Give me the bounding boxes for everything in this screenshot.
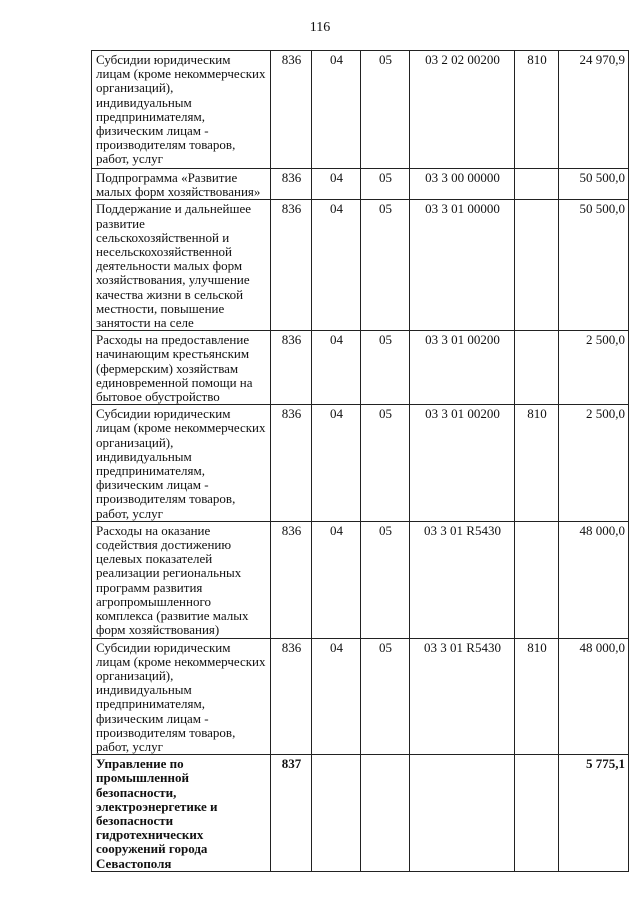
cell-section: 04 [312, 521, 361, 638]
cell-expense-type: 810 [515, 51, 559, 169]
cell-department-code: 836 [271, 638, 312, 755]
cell-subsection [361, 755, 410, 872]
cell-target-article: 03 3 01 00200 [410, 405, 515, 522]
cell-target-article: 03 3 01 R5430 [410, 638, 515, 755]
cell-department-code: 836 [271, 405, 312, 522]
table-row [92, 638, 629, 755]
cell-expense-type: 810 [515, 638, 559, 755]
table-row [92, 169, 629, 200]
cell-target-article [410, 755, 515, 872]
cell-name: Субсидии юридическим лицам (кроме некоммерческих организаций), индивидуальным предпринимателям, физическим лицам - производителям товаров, работ, услуг [92, 405, 271, 522]
budget-table-body [92, 51, 629, 872]
cell-target-article: 03 3 00 00000 [410, 169, 515, 200]
cell-subsection: 05 [361, 521, 410, 638]
cell-target-article: 03 3 01 00000 [410, 200, 515, 331]
table-row [92, 755, 629, 872]
cell-amount: 24 970,9 [559, 51, 629, 169]
cell-expense-type [515, 169, 559, 200]
cell-subsection: 05 [361, 169, 410, 200]
budget-table [91, 50, 629, 872]
cell-name: Субсидии юридическим лицам (кроме некоммерческих организаций), индивидуальным предпринимателям, физическим лицам - производителям товаров, работ, услуг [92, 638, 271, 755]
cell-section: 04 [312, 169, 361, 200]
cell-expense-type [515, 755, 559, 872]
table-row [92, 331, 629, 405]
cell-name: Подпрограмма «Развитие малых форм хозяйствования» [92, 169, 271, 200]
cell-section: 04 [312, 638, 361, 755]
page-number: 116 [309, 20, 331, 35]
cell-section: 04 [312, 51, 361, 169]
cell-department-code: 836 [271, 200, 312, 331]
cell-expense-type: 810 [515, 405, 559, 522]
cell-subsection: 05 [361, 200, 410, 331]
cell-subsection: 05 [361, 638, 410, 755]
cell-expense-type [515, 200, 559, 331]
table-row [92, 51, 629, 169]
table-row [92, 405, 629, 522]
cell-amount: 2 500,0 [559, 405, 629, 522]
cell-department-code: 836 [271, 51, 312, 169]
cell-subsection: 05 [361, 331, 410, 405]
cell-section: 04 [312, 405, 361, 522]
cell-target-article: 03 3 01 00200 [410, 331, 515, 405]
cell-name: Расходы на предоставление начинающим крестьянским (фермерским) хозяйствам единовременной помощи на бытовое обустройство [92, 331, 271, 405]
cell-section: 04 [312, 200, 361, 331]
cell-target-article: 03 3 01 R5430 [410, 521, 515, 638]
cell-department-code: 836 [271, 521, 312, 638]
cell-amount: 50 500,0 [559, 169, 629, 200]
table-row [92, 521, 629, 638]
cell-subsection: 05 [361, 51, 410, 169]
table-row [92, 200, 629, 331]
cell-name: Поддержание и дальнейшее развитие сельскохозяйственной и несельскохозяйственной деятельности малых форм хозяйствования, улучшение качества жизни в сельской местности, повышение занятости на селе [92, 200, 271, 331]
cell-department-code: 836 [271, 331, 312, 405]
cell-section: 04 [312, 331, 361, 405]
cell-section [312, 755, 361, 872]
cell-expense-type [515, 521, 559, 638]
cell-expense-type [515, 331, 559, 405]
cell-amount: 48 000,0 [559, 521, 629, 638]
cell-amount: 5 775,1 [559, 755, 629, 872]
cell-name: Субсидии юридическим лицам (кроме некоммерческих организаций), индивидуальным предпринимателям, физическим лицам - производителям товаров, работ, услуг [92, 51, 271, 169]
cell-subsection: 05 [361, 405, 410, 522]
cell-amount: 2 500,0 [559, 331, 629, 405]
cell-name: Управление по промышленной безопасности, электроэнергетике и безопасности гидротехнических сооружений города Севастополя [92, 755, 271, 872]
cell-department-code: 836 [271, 169, 312, 200]
cell-department-code: 837 [271, 755, 312, 872]
cell-amount: 48 000,0 [559, 638, 629, 755]
cell-name: Расходы на оказание содействия достижению целевых показателей реализации региональных программ развития агропромышленного комплекса (развитие малых форм хозяйствования) [92, 521, 271, 638]
cell-target-article: 03 2 02 00200 [410, 51, 515, 169]
cell-amount: 50 500,0 [559, 200, 629, 331]
